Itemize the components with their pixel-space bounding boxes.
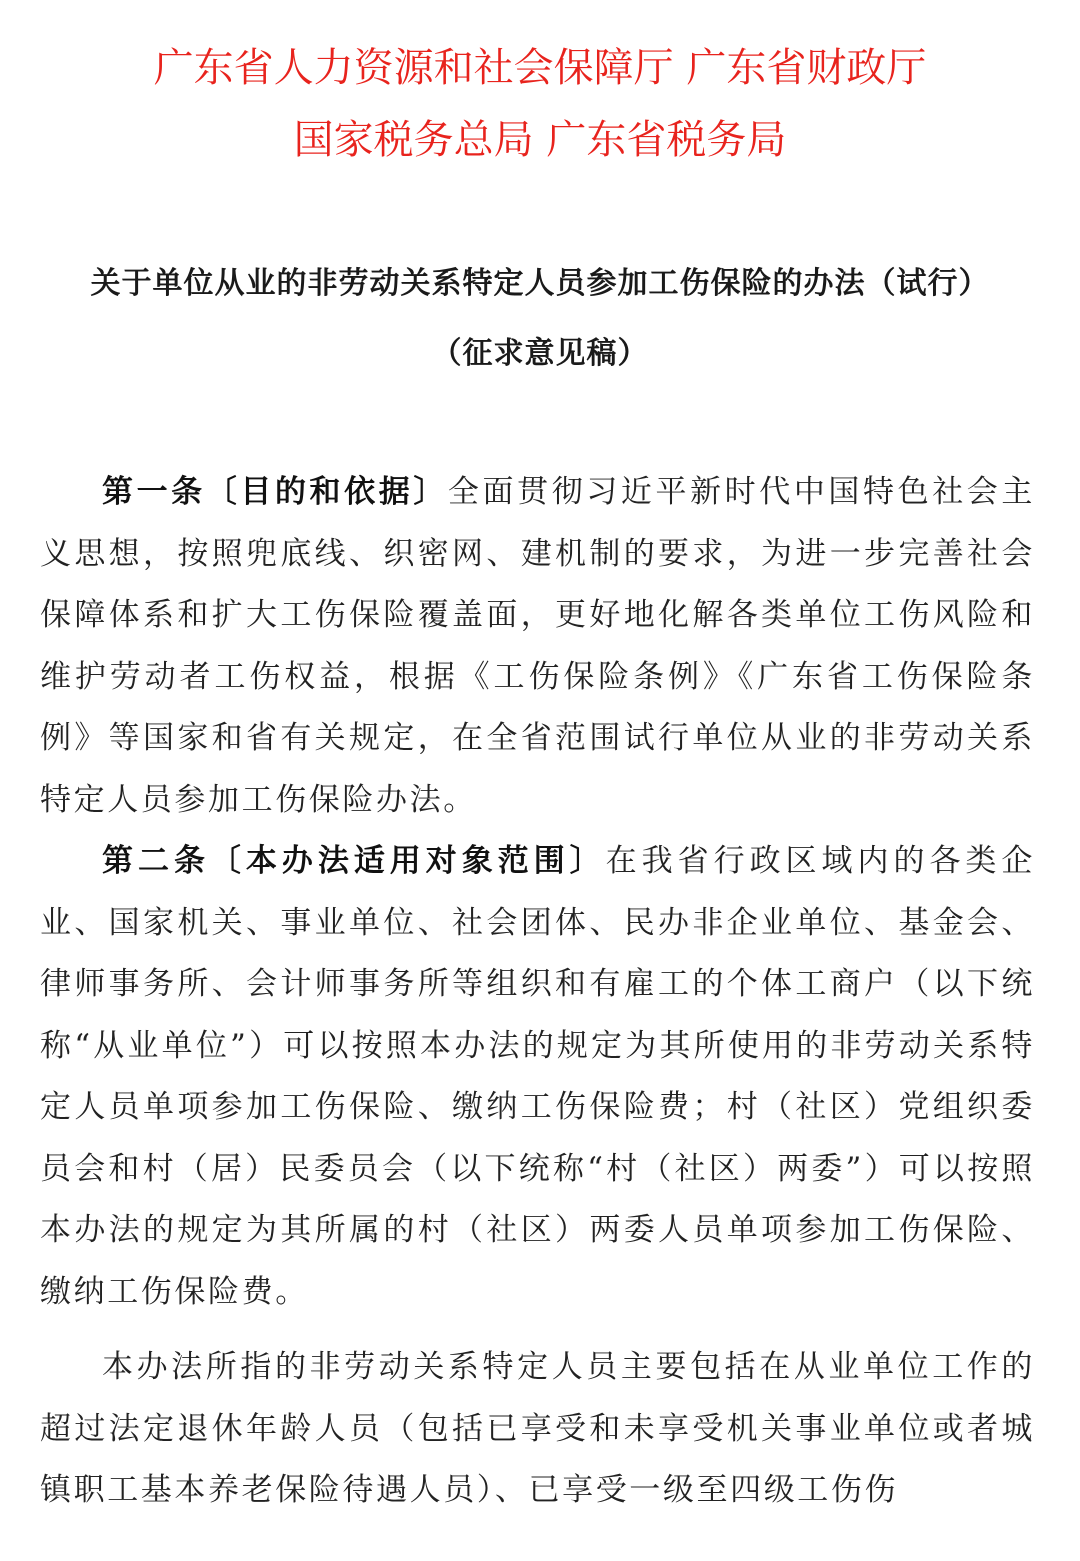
article-2-definition-paragraph: 本办法所指的非劳动关系特定人员主要包括在从业单位工作的超过法定退休年龄人员（包括已享受和未享受机关事业单位或者城镇职工基本养老保险待遇人员）、已享受一级至四级工伤伤 [40, 1349, 1035, 1508]
article-2-paragraph [40, 831, 1035, 1323]
article-2-text: 在我省行政区域内的各类企业、国家机关、事业单位、社会团体、民办非企业单位、基金会、律师事务所、会计师事务所等组织和有雇工的个体工商户（以下统称“从业单位”）可以按照本办法的规定为其所使用的非劳动关系特定人员单项参加工伤保险、缴纳工伤保险费；村（社区）党组织委员会和村（居）民委员会（以下统称“村（社区）两委”）可以按照本办法的规定为其所属的村（社区）两委人员单项参加工伤保险、缴纳工伤保险费。 [40, 843, 1036, 1310]
document-subtitle: （征求意见稿） [431, 336, 649, 371]
document-title: 关于单位从业的非劳动关系特定人员参加工伤保险的办法（试行） [90, 266, 990, 301]
issuer-header-line-1: 广东省人力资源和社会保障厅 广东省财政厅 [153, 45, 927, 91]
article-1-heading: 第一条〔目的和依据〕 [102, 474, 448, 510]
article-2-heading: 第二条〔本办法适用对象范围〕 [102, 843, 606, 879]
document-body [40, 462, 1035, 1522]
article-1-paragraph [40, 462, 1035, 831]
issuer-header-line-2: 国家税务总局 广东省税务局 [293, 117, 787, 163]
article-1-text: 全面贯彻习近平新时代中国特色社会主义思想，按照兜底线、织密网、建机制的要求，为进一步完善社会保障体系和扩大工伤保险覆盖面，更好地化解各类单位工伤风险和维护劳动者工伤权益，根据《工伤保险条例》《广东省工伤保险条例》等国家和省有关规定，在全省范围试行单位从业的非劳动关系特定人员参加工伤保险办法。 [40, 474, 1035, 818]
